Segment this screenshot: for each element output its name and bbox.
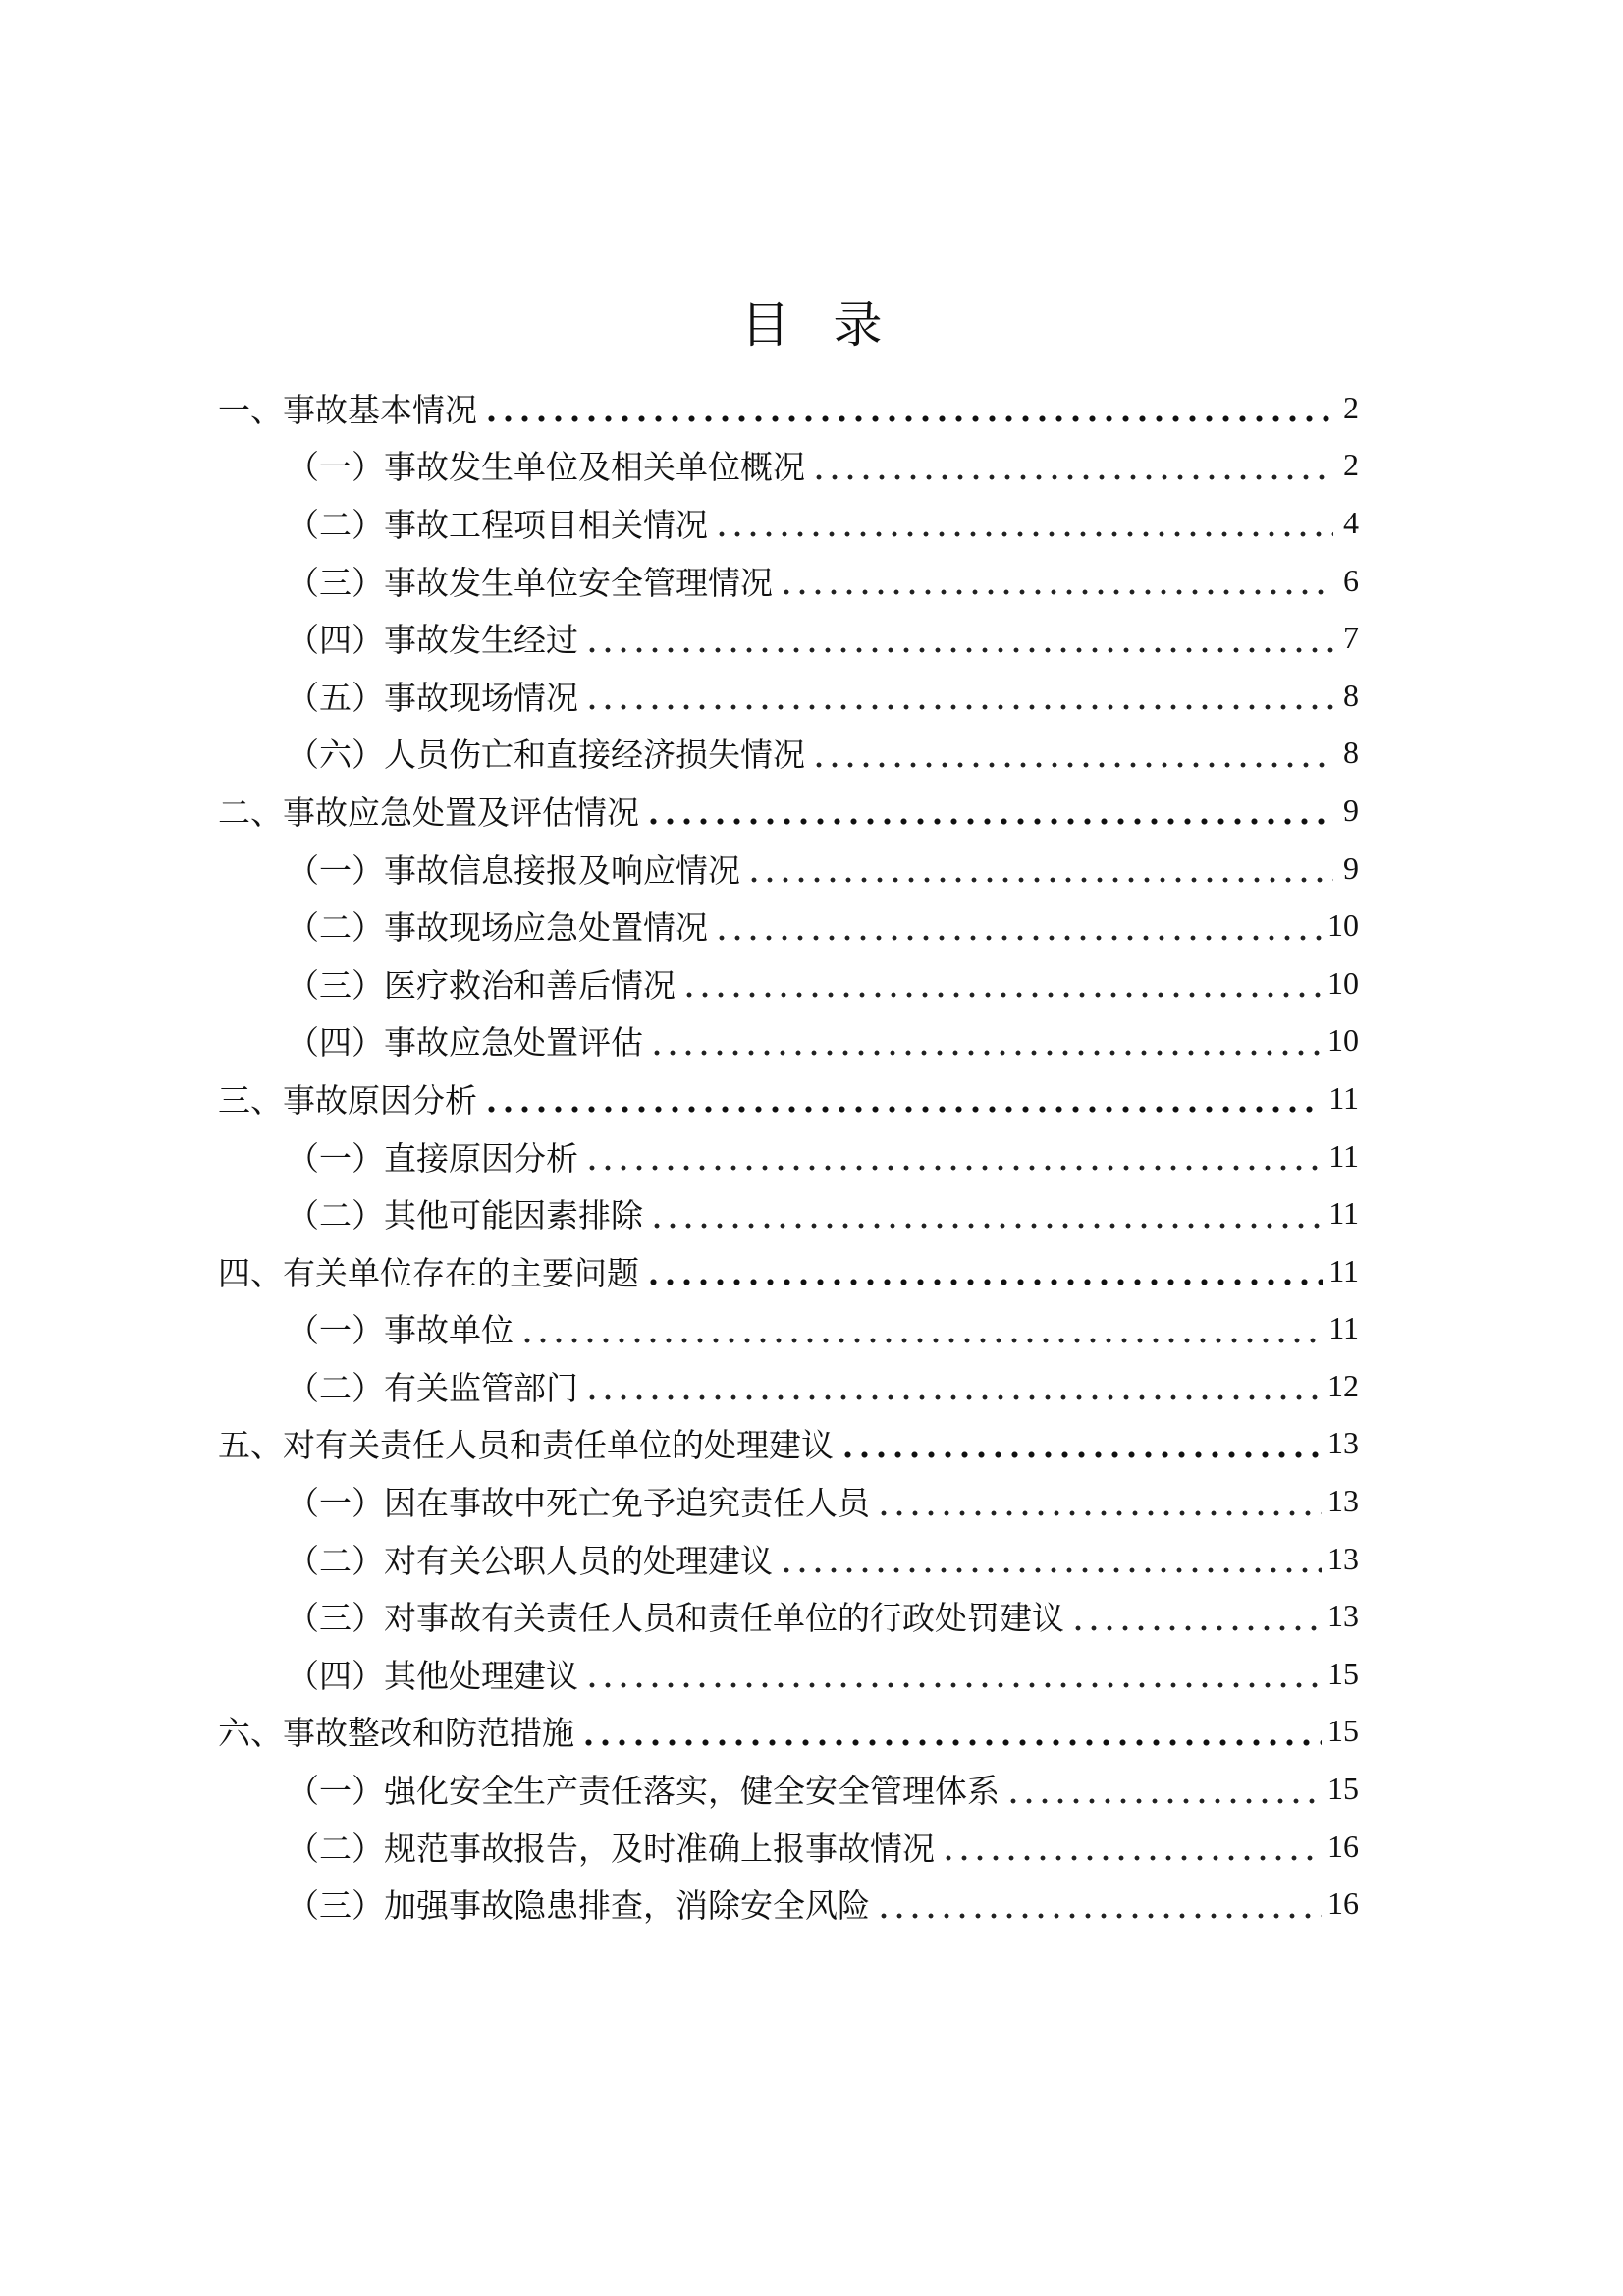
toc-dot-leader	[1070, 1600, 1322, 1633]
toc-page-number: 11	[1328, 1079, 1359, 1116]
toc-dot-leader	[779, 564, 1333, 597]
toc-dot-leader	[1005, 1773, 1322, 1806]
toc-dot-leader	[584, 1139, 1323, 1173]
toc-dot-leader	[584, 679, 1333, 712]
toc-list	[218, 379, 1359, 1933]
toc-page-number: 9	[1343, 849, 1359, 886]
toc-entry-title: （三）事故发生单位安全管理情况	[287, 563, 773, 602]
toc-entry-title: （三）对事故有关责任人员和责任单位的行政处罚建议	[287, 1599, 1064, 1638]
toc-section-entry[interactable]	[218, 1300, 1359, 1358]
toc-section-entry[interactable]	[218, 1012, 1359, 1070]
toc-section-entry[interactable]	[218, 1184, 1359, 1242]
toc-page-number: 15	[1327, 1713, 1359, 1749]
toc-entry-title: （一）事故发生单位及相关单位概况	[287, 448, 805, 487]
toc-entry-title: （一）直接原因分析	[287, 1138, 578, 1177]
toc-dot-leader	[681, 966, 1322, 1000]
toc-entry-title: （四）事故应急处置评估	[287, 1023, 643, 1063]
toc-chapter-entry[interactable]	[218, 1242, 1359, 1300]
toc-section-entry[interactable]	[218, 494, 1359, 552]
toc-entry-title: （二）规范事故报告，及时准确上报事故情况	[287, 1829, 935, 1868]
toc-dot-leader	[645, 793, 1333, 827]
toc-dot-leader	[649, 1024, 1322, 1058]
toc-section-entry[interactable]	[218, 1875, 1359, 1933]
toc-chapter-entry[interactable]	[218, 379, 1359, 437]
toc-section-entry[interactable]	[218, 1587, 1359, 1645]
toc-page-number: 11	[1328, 1195, 1359, 1231]
toc-dot-leader	[580, 1715, 1322, 1748]
toc-section-entry[interactable]	[218, 1645, 1359, 1703]
toc-dot-leader	[584, 1369, 1322, 1402]
toc-page-number: 10	[1327, 907, 1359, 944]
toc-entry-title: （一）因在事故中死亡免予追究责任人员	[287, 1484, 870, 1523]
toc-dot-leader	[483, 1081, 1323, 1115]
toc-section-entry[interactable]	[218, 897, 1359, 955]
toc-page-number: 13	[1327, 1483, 1359, 1519]
toc-page-number: 10	[1327, 964, 1359, 1001]
toc-page-number: 15	[1327, 1655, 1359, 1691]
toc-page-number: 12	[1327, 1367, 1359, 1403]
toc-page-number: 4	[1343, 504, 1359, 540]
toc-entry-title: 六、事故整改和防范措施	[218, 1714, 574, 1753]
toc-page-number: 13	[1327, 1425, 1359, 1461]
toc-entry-title: （二）事故工程项目相关情况	[287, 505, 708, 544]
toc-entry-title: （四）其他处理建议	[287, 1656, 578, 1695]
toc-page-number: 13	[1327, 1598, 1359, 1634]
toc-page-number: 15	[1327, 1771, 1359, 1807]
toc-page-number: 6	[1343, 562, 1359, 598]
toc-page-number: 10	[1327, 1022, 1359, 1059]
toc-dot-leader	[714, 506, 1333, 539]
toc-section-entry[interactable]	[218, 1127, 1359, 1185]
toc-page-number: 11	[1328, 1137, 1359, 1174]
toc-dot-leader	[483, 391, 1333, 424]
toc-page-number: 7	[1343, 620, 1359, 656]
toc-page-number: 16	[1327, 1886, 1359, 1922]
toc-page-number: 8	[1343, 735, 1359, 771]
toc-entry-title: 五、对有关责任人员和责任单位的处理建议	[218, 1426, 834, 1465]
toc-dot-leader	[746, 851, 1333, 885]
toc-chapter-entry[interactable]	[218, 1415, 1359, 1473]
toc-dot-leader	[811, 737, 1333, 770]
toc-dot-leader	[645, 1254, 1323, 1287]
toc-dot-leader	[876, 1887, 1322, 1921]
toc-page-number: 11	[1328, 1310, 1359, 1346]
toc-dot-leader	[811, 449, 1333, 482]
toc-entry-title: （三）加强事故隐患排查，消除安全风险	[287, 1886, 870, 1926]
toc-title-char: 录	[833, 297, 883, 354]
toc-entry-title: （一）事故单位	[287, 1311, 514, 1350]
toc-chapter-entry[interactable]	[218, 782, 1359, 840]
toc-dot-leader	[649, 1197, 1323, 1230]
toc-title-char: 目	[740, 297, 790, 354]
toc-dot-leader	[779, 1542, 1322, 1575]
toc-entry-title: （二）事故现场应急处置情况	[287, 908, 708, 948]
toc-page-number: 2	[1343, 447, 1359, 483]
toc-section-entry[interactable]	[218, 667, 1359, 725]
toc-section-entry[interactable]	[218, 1818, 1359, 1876]
toc-dot-leader	[839, 1427, 1322, 1460]
toc-page-number: 13	[1327, 1540, 1359, 1576]
toc-entry-title: （一）事故信息接报及响应情况	[287, 850, 740, 890]
toc-entry-title: （六）人员伤亡和直接经济损失情况	[287, 736, 805, 775]
toc-entry-title: （一）强化安全生产责任落实，健全安全管理体系	[287, 1772, 1000, 1811]
toc-section-entry[interactable]	[218, 1530, 1359, 1588]
toc-entry-title: （五）事故现场情况	[287, 678, 578, 717]
toc-page-number: 8	[1343, 677, 1359, 713]
toc-entry-title: （三）医疗救治和善后情况	[287, 965, 676, 1005]
toc-section-entry[interactable]	[218, 437, 1359, 495]
toc-page-number: 9	[1343, 792, 1359, 828]
toc-entry-title: （四）事故发生经过	[287, 621, 578, 660]
toc-dot-leader	[876, 1485, 1322, 1518]
toc-chapter-entry[interactable]	[218, 1069, 1359, 1127]
toc-page-number: 16	[1327, 1828, 1359, 1864]
toc-dot-leader	[519, 1312, 1323, 1345]
toc-section-entry[interactable]	[218, 840, 1359, 898]
toc-chapter-entry[interactable]	[218, 1703, 1359, 1761]
toc-section-entry[interactable]	[218, 1472, 1359, 1530]
toc-section-entry[interactable]	[218, 955, 1359, 1012]
toc-section-entry[interactable]	[218, 552, 1359, 610]
toc-dot-leader	[584, 1657, 1322, 1690]
toc-entry-title: （二）其他可能因素排除	[287, 1196, 643, 1235]
toc-page-number: 2	[1343, 389, 1359, 425]
toc-entry-title: （二）对有关公职人员的处理建议	[287, 1541, 773, 1580]
toc-dot-leader	[941, 1830, 1322, 1863]
toc-page-number: 11	[1328, 1252, 1359, 1288]
toc-section-entry[interactable]	[218, 1357, 1359, 1415]
toc-entry-title: 一、事故基本情况	[218, 390, 477, 429]
toc-section-entry[interactable]	[218, 1760, 1359, 1818]
toc-dot-leader	[584, 622, 1333, 655]
toc-entry-title: 四、有关单位存在的主要问题	[218, 1253, 639, 1292]
toc-entry-title: （二）有关监管部门	[287, 1368, 578, 1407]
toc-section-entry[interactable]	[218, 725, 1359, 783]
toc-section-entry[interactable]	[218, 609, 1359, 667]
toc-dot-leader	[714, 909, 1322, 943]
toc-entry-title: 三、事故原因分析	[218, 1080, 477, 1120]
toc-entry-title: 二、事故应急处置及评估情况	[218, 793, 639, 832]
toc-title	[0, 291, 1623, 359]
